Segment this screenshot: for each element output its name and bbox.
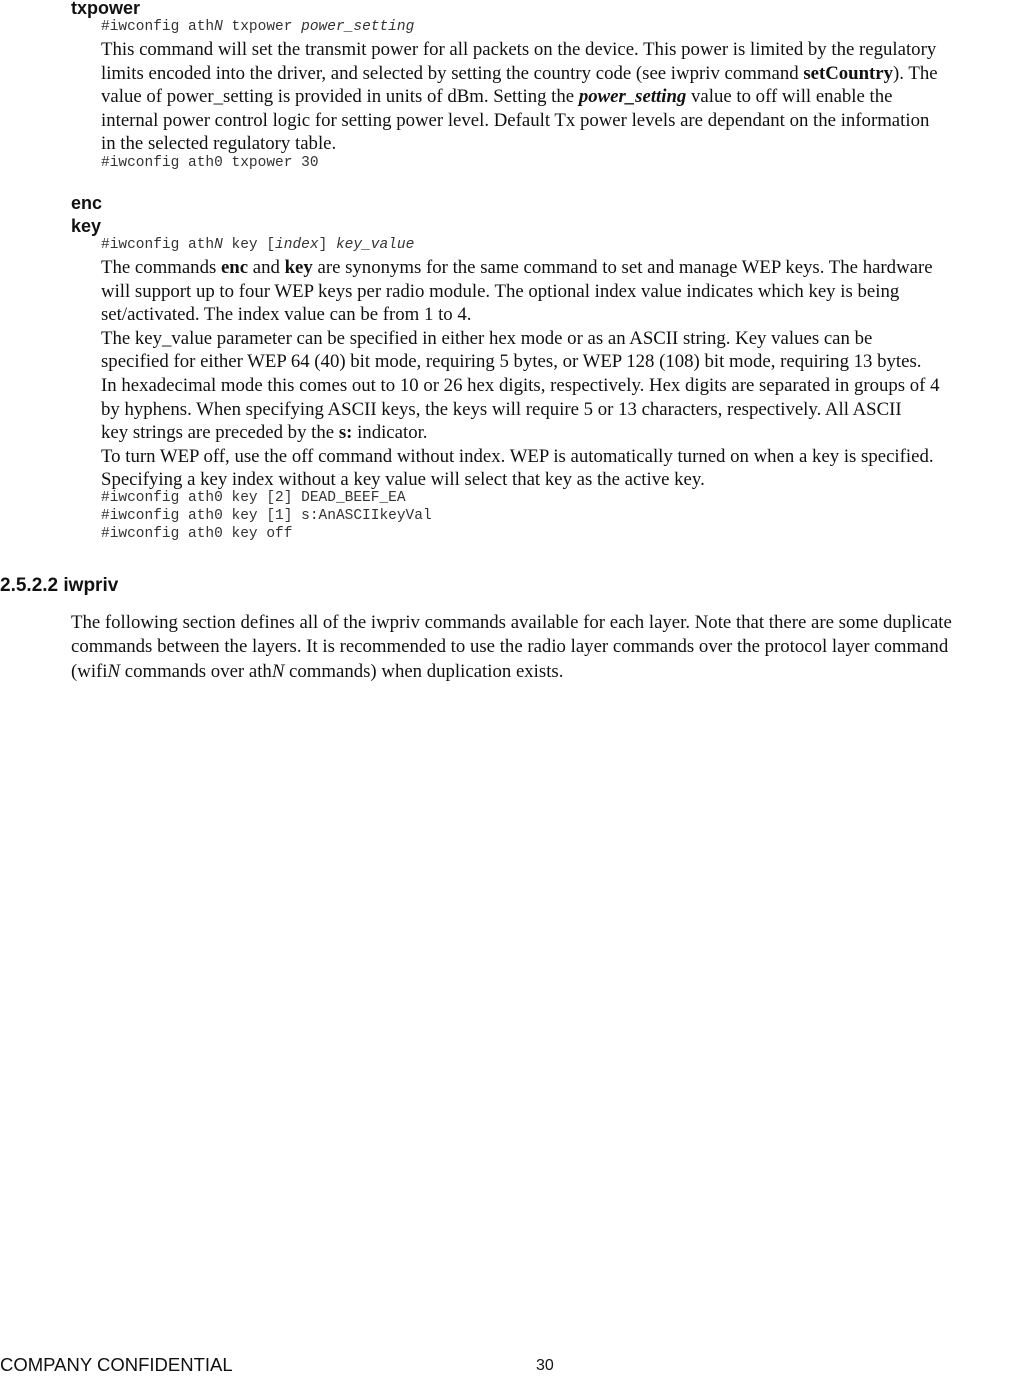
key-example-3: #iwconfig ath0 key off (101, 526, 293, 542)
txpower-desc-line-1: This command will set the transmit power for all packets on the device. This power is limited by the regulatory (101, 39, 937, 60)
txpower-desc-line-5: in the selected regulatory table. (101, 133, 337, 155)
txpower-desc-line-3: value of power_setting is provided in units of dBm. Setting the power_setting value to off will enable the (101, 86, 893, 108)
footer-confidential: COMPANY CONFIDENTIAL (0, 1354, 233, 1375)
term-enc: enc (71, 193, 103, 213)
key-desc-line-5: specified for either WEP 64 (40) bit mode, requiring 5 bytes, or WEP 128 (108) bit mode, requiring 13 bytes. (101, 351, 922, 373)
term-key: key (71, 216, 102, 236)
key-example-2: #iwconfig ath0 key [1] s:AnASCIIkeyVal (101, 508, 432, 524)
key-desc-line-2: will support up to four WEP keys per radio module. The optional index value indicates which key is being (101, 280, 900, 302)
iwpriv-intro-line-2: commands between the layers. It is recommended to use the radio layer commands over the protocol layer command (71, 636, 949, 658)
key-desc-line-8: key strings are preceded by the s: indicator. (101, 422, 428, 444)
key-desc-line-4: The key_value parameter can be specified in either hex mode or as an ASCII string. Key values can be (101, 327, 873, 349)
txpower-desc-line-4: internal power control logic for setting power level. Default Tx power levels are dependant on the information (101, 109, 930, 131)
key-desc-line-7: by hyphens. When specifying ASCII keys, the keys will require 5 or 13 characters, respectively. All ASCII (101, 398, 902, 420)
key-desc-line-1: The commands enc and key are synonyms for the same command to set and manage WEP keys. The hardware (101, 257, 933, 278)
page-number: 30 (536, 1357, 554, 1374)
key-syntax: #iwconfig athN key [index] key_value (101, 237, 415, 253)
iwpriv-intro-line-3: (wifiN commands over athN commands) when duplication exists. (71, 660, 564, 682)
key-example-1: #iwconfig ath0 key [2] DEAD_BEEF_EA (101, 490, 406, 506)
iwpriv-intro-line-1: The following section defines all of the iwpriv commands available for each layer. Note that there are some duplicate (71, 612, 952, 633)
key-desc-line-6: In hexadecimal mode this comes out to 10 or 26 hex digits, respectively. Hex digits are separated in groups of 4 (101, 375, 940, 396)
key-desc-line-3: set/activated. The index value can be from 1 to 4. (101, 304, 472, 326)
key-desc-line-9: To turn WEP off, use the off command without index. WEP is automatically turned on when a key is specified. (101, 445, 934, 467)
txpower-example: #iwconfig ath0 txpower 30 (101, 155, 319, 171)
key-desc-line-10: Specifying a key index without a key value will select that key as the active key. (101, 469, 705, 491)
txpower-desc-line-2: limits encoded into the driver, and selected by setting the country code (see iwpriv command setCountry). The (101, 62, 938, 84)
term-txpower: txpower (71, 0, 141, 18)
section-heading-iwpriv: 2.5.2.2 iwpriv (0, 575, 119, 596)
txpower-syntax: #iwconfig athN txpower power_setting (101, 19, 415, 35)
